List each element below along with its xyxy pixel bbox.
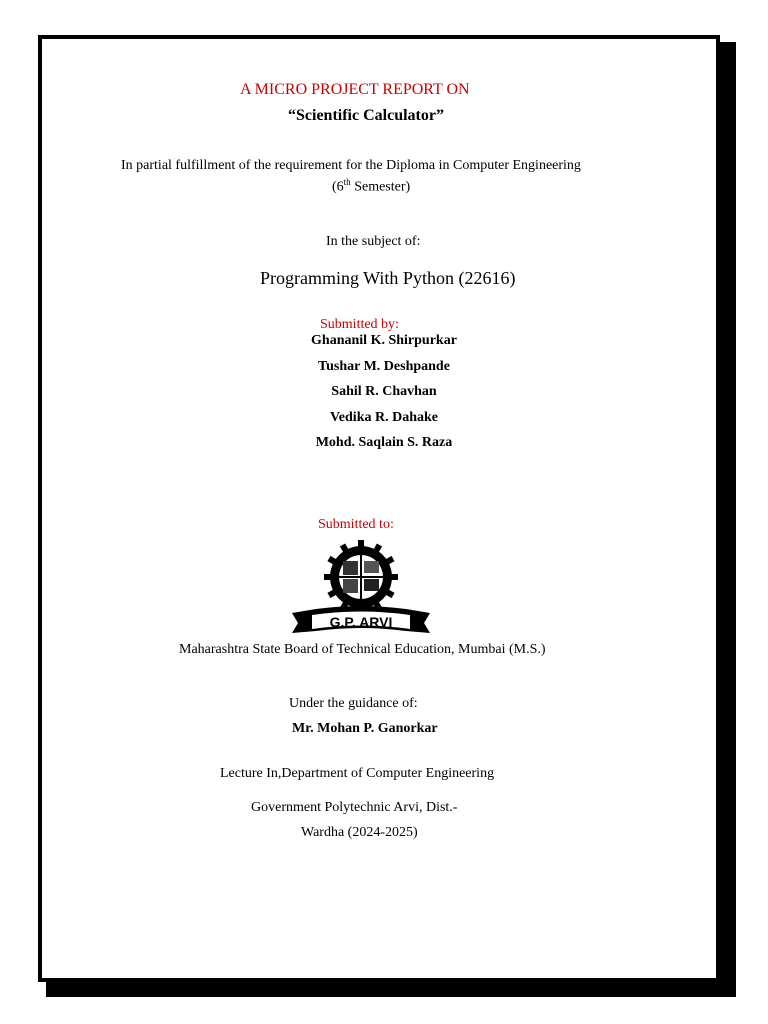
guide-role: Lecture In,Department of Computer Engineering	[220, 766, 495, 781]
svg-text:G.P. ARVI: G.P. ARVI	[329, 614, 393, 630]
fulfillment-line: In partial fulfillment of the requirement for the Diploma in Computer Engineering	[121, 158, 581, 173]
semester-line: (6th Semester)	[332, 177, 411, 195]
student-name: Sahil R. Chavhan	[331, 384, 437, 399]
report-heading: A MICRO PROJECT REPORT ON	[240, 81, 470, 98]
report-title: “Scientific Calculator”	[288, 107, 444, 124]
subject-intro: In the subject of:	[326, 234, 421, 249]
student-name: Ghananil K. Shirpurkar	[311, 333, 457, 348]
gear-emblem	[324, 540, 398, 614]
gp-arvi-logo	[282, 537, 440, 640]
board-name: Maharashtra State Board of Technical Education, Mumbai (M.S.)	[179, 642, 546, 657]
guidance-label: Under the guidance of:	[289, 696, 418, 711]
institute-line-2: Wardha (2024-2025)	[301, 825, 418, 840]
subject-title: Programming With Python (22616)	[260, 268, 516, 288]
student-name: Mohd. Saqlain S. Raza	[315, 435, 453, 450]
submitted-to-label: Submitted to:	[318, 517, 394, 532]
student-name: Tushar M. Deshpande	[318, 359, 450, 374]
institute-line-1: Government Polytechnic Arvi, Dist.-	[251, 800, 458, 815]
guide-name: Mr. Mohan P. Ganorkar	[292, 721, 438, 736]
logo-banner	[292, 606, 430, 633]
student-name: Vedika R. Dahake	[329, 410, 438, 425]
submitted-by-label: Submitted by:	[320, 317, 399, 332]
